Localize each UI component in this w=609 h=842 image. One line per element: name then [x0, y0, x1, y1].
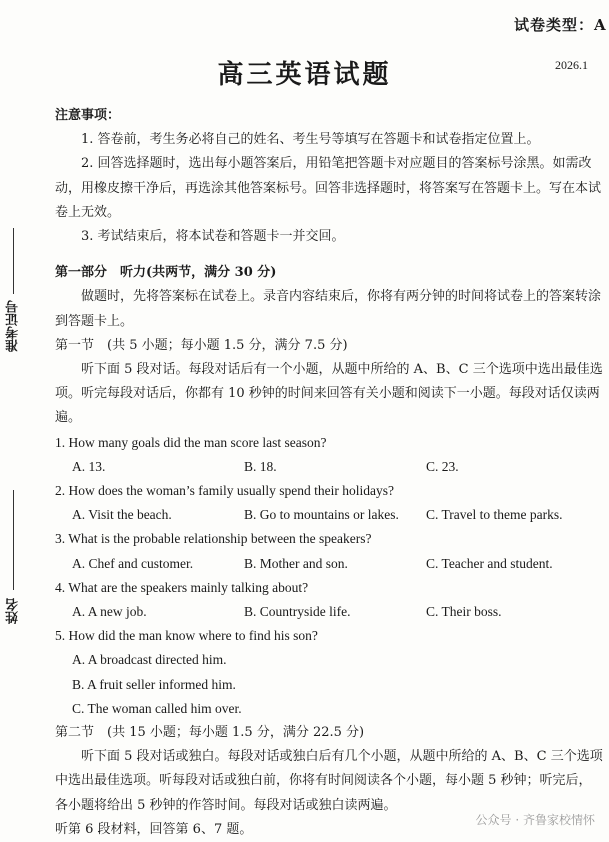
question: 5. How did the man know where to find his son?	[55, 628, 318, 644]
page-title: 高三英语试题	[217, 60, 392, 90]
part1-heading: 第一部分 听力(共两节，满分 30 分)	[55, 265, 277, 281]
question: 3. What is the probable relationship between the speakers?	[55, 531, 372, 547]
option-c: C. Their boss.	[426, 604, 502, 620]
option-a: A. A broadcast directed him.	[72, 652, 227, 668]
notes-heading: 注意事项：	[55, 108, 121, 123]
question: 2. How does the woman’s family usually spend their holidays?	[55, 483, 394, 499]
option-b: B. Mother and son.	[244, 555, 348, 571]
question: 1. How many goals did the man score last season?	[55, 434, 327, 450]
section2-material: 听第 6 段材料，回答第 6、7 题。	[55, 821, 253, 837]
section2-heading: 第二节 (共 15 小题；每小题 1.5 分，满分 22.5 分)	[55, 725, 365, 741]
exam-id-line	[13, 228, 14, 294]
part1-intro: 做题时，先将答案标在试卷上。录音内容结束后，你将有两分钟的时间将试卷上的答案转涂到答题卡上。	[55, 289, 602, 329]
option-a: A. 13.	[72, 458, 106, 474]
notes-item: 2. 回答选择题时，选出每小题答案后，用铅笔把答题卡对应题目的答案标号涂黑。如需改动，用橡皮擦干净后，再选涂其他答案标号。回答非选择题时，将答案写在答题卡上。写在本试卷上无效。	[55, 156, 602, 220]
option-c: C. Travel to theme parks.	[426, 507, 563, 523]
exam-content	[55, 104, 603, 842]
option-b: B. Countryside life.	[244, 604, 351, 620]
exam-id-label: 准考证号	[6, 300, 21, 352]
option-c: C. The woman called him over.	[72, 700, 242, 716]
watermark: 公众号 · 齐鲁家校情怀	[475, 813, 595, 827]
options-row	[55, 503, 603, 527]
section1-intro: 听下面 5 段对话。每段对话后有一个小题，从题中所给的 A、B、C 三个选项中选出最佳选项。听完每段对话后，你都有 10 秒钟的时间来回答有关小题和阅读下一小题。每段对话仅读两遍。	[55, 362, 603, 426]
option-a: A. Visit the beach.	[72, 507, 172, 523]
option-b: B. Go to mountains or lakes.	[244, 507, 399, 523]
name-line	[13, 490, 14, 590]
option-c: C. Teacher and student.	[426, 555, 553, 571]
options-row	[55, 552, 603, 576]
paper-type: 试卷类型：A	[514, 16, 607, 34]
notes-item: 1. 答卷前，考生务必将自己的姓名、考生号等填写在答题卡和试卷指定位置上。	[81, 132, 540, 148]
options-row	[55, 455, 603, 479]
notes-item: 3. 考试结束后，将本试卷和答题卡一并交回。	[81, 229, 345, 245]
exam-date: 2026.1	[555, 58, 588, 72]
option-a: A. A new job.	[72, 604, 147, 620]
option-a: A. Chef and customer.	[72, 555, 194, 571]
section1-heading: 第一节 (共 5 小题；每小题 1.5 分，满分 7.5 分)	[55, 337, 348, 353]
question: 4. What are the speakers mainly talking about?	[55, 579, 309, 595]
option-b: B. A fruit seller informed him.	[72, 676, 236, 692]
option-b: B. 18.	[244, 458, 277, 474]
section2-intro: 听下面 5 段对话或独白。每段对话或独白后有几个小题，从题中所给的 A、B、C 三个选项中选出最佳选项。听每段对话或独白前，你将有时间阅读各个小题，每小题 5 秒钟；听完后，各小题将给出 5 秒钟的作答时间。每段对话或独白读两遍。	[55, 749, 603, 813]
options-row	[55, 600, 603, 624]
name-label: 姓名	[6, 598, 21, 624]
option-c: C. 23.	[426, 458, 459, 474]
